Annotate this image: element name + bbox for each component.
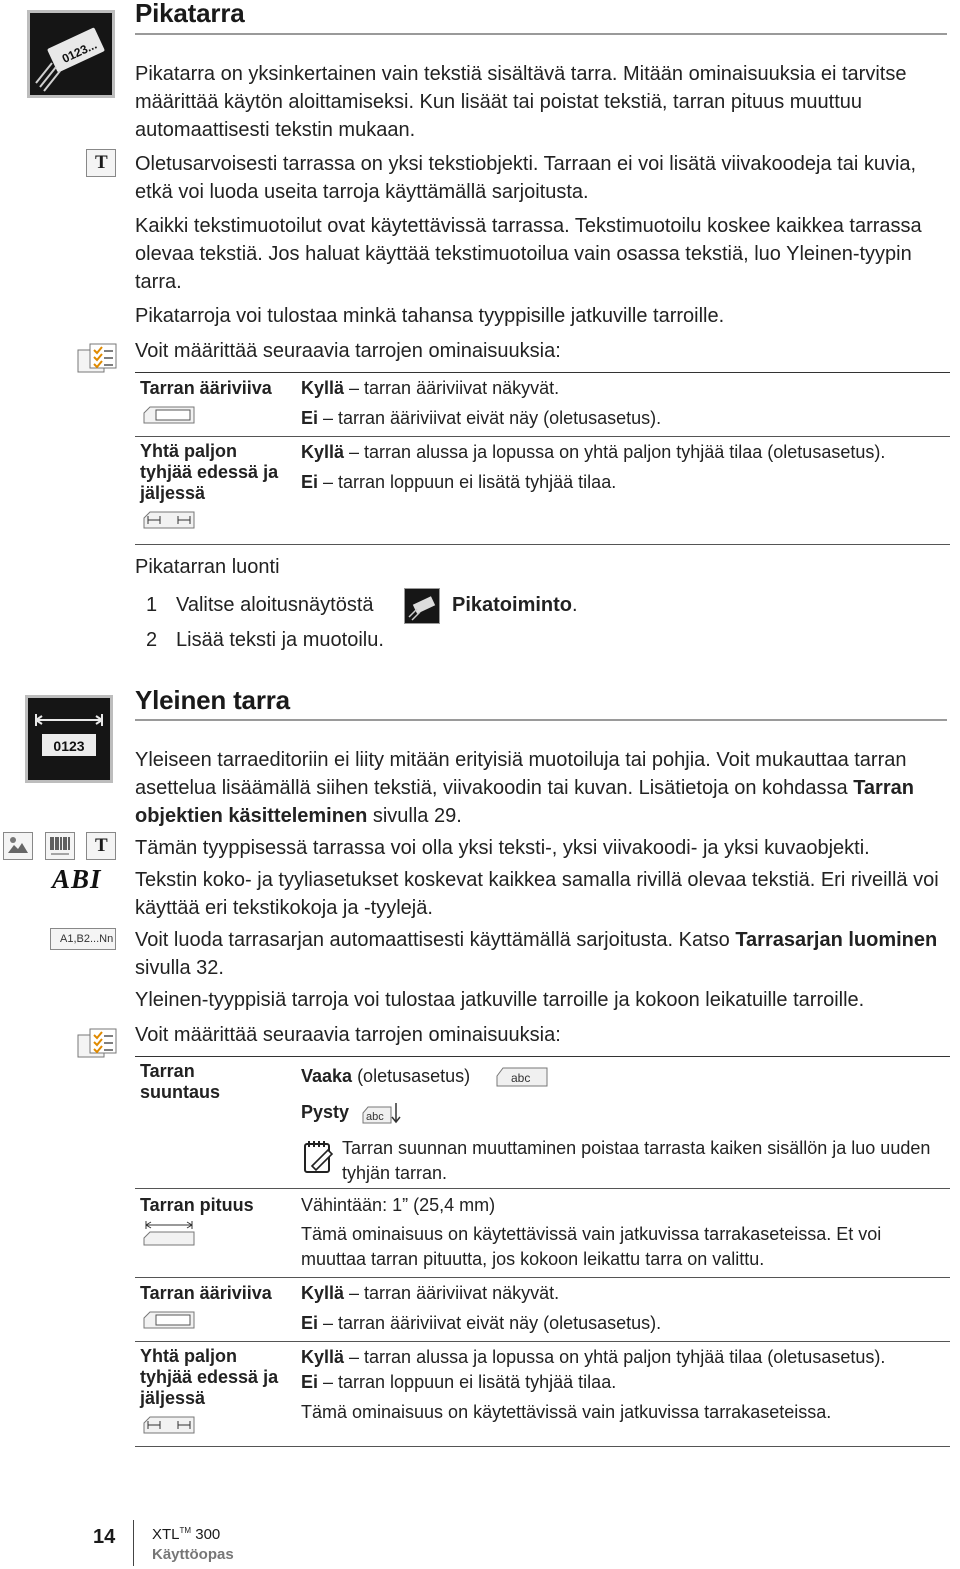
step-number: 2: [146, 629, 158, 651]
yes-description: – tarran alussa ja lopussa on yhtä paljon tyhjää tilaa (oletusasetus).: [344, 1347, 886, 1367]
row-label-length: Tarran pituus: [140, 1195, 254, 1215]
paragraph: [135, 926, 945, 982]
length-minimum: Vähintään: 1” (25,4 mm): [301, 1195, 496, 1215]
yes-description: – tarran alussa ja lopussa on yhtä paljon tyhjää tilaa (oletusasetus).: [344, 442, 886, 462]
yes-description: – tarran ääriviivat näkyvät.: [344, 1283, 560, 1303]
serialization-icon: [50, 928, 116, 950]
row-label-spacing: Yhtä paljon tyhjää edessä ja jäljessä: [140, 441, 279, 503]
paragraph: Tämän tyyppisessä tarrassa voi olla yksi teksti-, yksi viivakoodi- ja yksi kuvaobjekti.: [135, 837, 870, 859]
page-number: 14: [93, 1526, 116, 1548]
cross-reference: Tarran objektien käsitteleminen: [135, 777, 914, 827]
product-name: XTL: [152, 1526, 180, 1543]
barcode-object-icon: [45, 832, 75, 860]
section-title-rule: [135, 33, 947, 35]
paragraph-text: Voit luoda tarrasarjan automaattisesti käyttämällä sarjoitusta. Katso: [135, 929, 736, 951]
default-note: (oletusasetus): [352, 1066, 471, 1086]
step-number: 1: [146, 594, 158, 616]
row-label-spacing: Yhtä paljon tyhjää edessä ja jäljessä: [140, 1346, 279, 1408]
product-model: 300: [191, 1526, 221, 1543]
subheading-create-quick-label: Pikatarran luonti: [135, 556, 280, 578]
section-title-rule: [135, 719, 947, 721]
no-label: Ei: [301, 472, 319, 492]
length-note: Tämä ominaisuus on käytettävissä vain jatkuvissa tarrakaseteissa. Et voi muuttaa tarran pituutta, jos kokoon leikattu tarra on valittu.: [301, 1224, 882, 1269]
horizontal-orientation-icon: [495, 1064, 549, 1088]
row-value-line: [301, 1371, 951, 1393]
step-text-bold: [452, 591, 578, 619]
horizontal-label: Vaaka: [301, 1066, 353, 1086]
table-rule: [135, 1056, 950, 1057]
paragraph-text: sivulla 29.: [367, 805, 462, 827]
paragraph: Voit määrittää seuraavia tarrojen ominaisuuksia:: [135, 340, 561, 362]
row-value-line: [301, 471, 951, 493]
orientation-horizontal: [301, 1065, 470, 1087]
text-object-icon: T: [86, 832, 116, 860]
orientation-note: Tarran suunnan muuttaminen poistaa tarrasta kaiken sisällön ja luo uuden tyhjän tarran.: [342, 1138, 931, 1183]
row-label-orientation: Tarran suuntaus: [140, 1061, 221, 1102]
general-label-icon-text: 0123: [53, 738, 85, 754]
row-value-line: [301, 407, 951, 429]
section-title-quick-label: Pikatarra: [135, 0, 245, 28]
vertical-orientation-icon: [361, 1099, 405, 1125]
row-value-line: [301, 441, 951, 463]
note-icon: [302, 1138, 336, 1176]
quick-label-inline-icon: [404, 588, 440, 624]
table-rule: [135, 372, 950, 373]
yes-label: Kyllä: [301, 442, 345, 462]
text-style-icon: ABI: [52, 864, 102, 894]
step-text: Valitse aloitusnäytöstä: [176, 594, 374, 616]
equal-spacing-icon: [142, 508, 196, 530]
table-rule: [135, 1341, 950, 1342]
row-note: Tämä ominaisuus on käytettävissä vain jatkuvissa tarrakaseteissa.: [301, 1402, 832, 1422]
no-label: Ei: [301, 1313, 319, 1333]
no-description: – tarran loppuun ei lisätä tyhjää tilaa.: [318, 1372, 617, 1392]
vertical-label: Pysty: [301, 1102, 350, 1122]
paragraph: Pikatarroja voi tulostaa minkä tahansa tyyppisille jatkuville tarroille.: [135, 305, 725, 327]
no-label: Ei: [301, 408, 319, 428]
row-value-line: [301, 377, 951, 399]
paragraph: [135, 746, 945, 830]
row-label-border: Tarran ääriviiva: [140, 378, 272, 398]
image-object-icon: [3, 832, 33, 860]
yes-label: Kyllä: [301, 378, 345, 398]
quick-label-icon: [27, 10, 115, 98]
row-label-border: Tarran ääriviiva: [140, 1283, 272, 1303]
settings-checklist-icon: [76, 1027, 118, 1059]
trademark: TM: [179, 1526, 192, 1535]
equal-spacing-icon: [142, 1413, 196, 1435]
footer-product: [152, 1526, 220, 1543]
table-rule: [135, 1277, 950, 1278]
no-description: – tarran loppuun ei lisätä tyhjää tilaa.: [318, 472, 617, 492]
paragraph-text: sivulla 32.: [135, 957, 224, 979]
paragraph: Tekstin koko- ja tyyliasetukset koskevat kaikkea samalla rivillä olevaa tekstiä. Eri riveillä voi käyttää eri tekstikokoja ja -tyylejä.: [135, 869, 939, 919]
paragraph: Voit määrittää seuraavia tarrojen ominaisuuksia:: [135, 1024, 561, 1046]
text-object-icon: T: [86, 149, 116, 177]
row-value-line: [301, 1282, 951, 1304]
table-rule: [135, 436, 950, 437]
settings-checklist-icon: [76, 342, 118, 374]
paragraph: Oletusarvoisesti tarrassa on yksi tekstiobjekti. Tarraan ei voi lisätä viivakoodeja tai kuvia, etkä voi luoda useita tarroja käyttämällä sarjoitusta.: [135, 153, 917, 203]
no-description: – tarran ääriviivat eivät näy (oletusasetus).: [318, 1313, 662, 1333]
footer-divider: [133, 1520, 134, 1566]
cross-reference: Tarrasarjan luominen: [735, 929, 938, 951]
paragraph: Yleinen-tyyppisiä tarroja voi tulostaa jatkuville tarroille ja kokoon leikatuille tarroille.: [135, 989, 865, 1011]
paragraph: Pikatarra on yksinkertainen vain tekstiä sisältävä tarra. Mitään ominaisuuksia ei tarvitse määrittää käytön aloittamiseksi. Kun lisäät tai poistat tekstiä, tarran pituus muuttuu automaattisesti tekstin mukaan.: [135, 63, 907, 141]
yes-description: – tarran ääriviivat näkyvät.: [344, 378, 560, 398]
row-value-line: [301, 1346, 951, 1368]
serialization-icon-text: A1,B2...Nn: [60, 933, 114, 945]
section-title-general-label: Yleinen tarra: [135, 685, 290, 715]
no-description: – tarran ääriviivat eivät näy (oletusasetus).: [318, 408, 662, 428]
table-rule: [135, 544, 950, 545]
no-label: Ei: [301, 1372, 319, 1392]
horizontal-icon-text: abc: [511, 1071, 531, 1085]
paragraph: Kaikki tekstimuotoilut ovat käytettävissä tarrassa. Tekstimuotoilu koskee kaikkea tarrassa olevaa tekstiä. Jos haluat käyttää tekstimuotoilua vain osassa tekstiä, luo Yleinen-tyypin tarra.: [135, 215, 922, 293]
general-label-icon: [25, 695, 113, 783]
row-value-line: [301, 1312, 951, 1334]
border-setting-icon: [142, 1308, 196, 1330]
step-text: Lisää teksti ja muotoilu.: [176, 629, 384, 651]
table-rule: [135, 1188, 950, 1189]
border-setting-icon: [142, 403, 196, 425]
footer-guide: Käyttöopas: [152, 1546, 234, 1563]
quick-function-label: Pikatoiminto: [452, 594, 573, 616]
table-rule: [135, 1446, 950, 1447]
quick-label-icon-text: 0123...: [59, 37, 99, 66]
label-length-icon: [142, 1220, 196, 1246]
yes-label: Kyllä: [301, 1283, 345, 1303]
vertical-icon-text: abc: [366, 1111, 384, 1123]
yes-label: Kyllä: [301, 1347, 345, 1367]
step-text-end: .: [572, 594, 578, 616]
paragraph-text: Yleiseen tarraeditoriin ei liity mitään erityisiä muotoiluja tai pohjia. Voit mukauttaa tarran asettelua lisäämällä siihen tekstiä, viivakoodin tai kuvan. Lisätietoja on kohdassa: [135, 749, 907, 799]
